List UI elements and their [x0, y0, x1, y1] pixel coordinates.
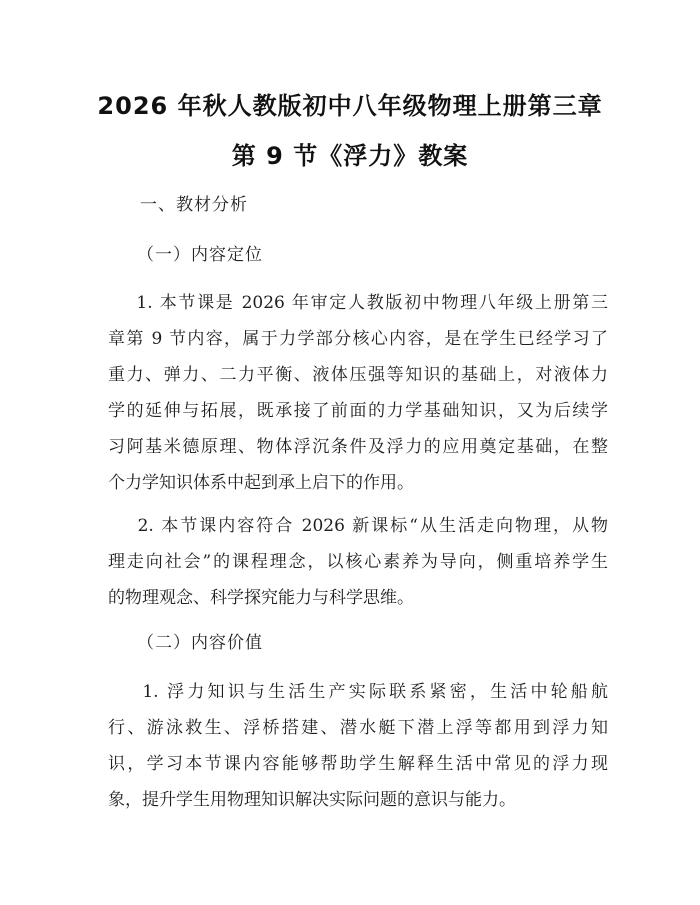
document-title-line-2: 第 9 节《浮力》教案	[231, 142, 469, 170]
paragraph-line: 1. 浮力知识与生活生产实际联系紧密，生活中轮船航	[108, 682, 608, 702]
subsection-heading-content-position: （一）内容定位	[137, 245, 263, 265]
paragraph-line: 2. 本节课内容符合 2026 新课标“从生活走向物理，从物	[108, 516, 608, 536]
paragraph-line: 识，学习本节课内容能够帮助学生解释生活中常见的浮力现	[108, 754, 608, 774]
section-heading-textbook-analysis: 一、教材分析	[140, 195, 248, 215]
paragraph-line: 重力、弹力、二力平衡、液体压强等知识的基础上，对液体力	[108, 365, 608, 385]
paragraph-content-position-2	[108, 508, 608, 616]
paragraph-line: 象，提升学生用物理知识解决实际问题的意识与能力。	[108, 790, 516, 810]
document-title-line-1: 2026 年秋人教版初中八年级物理上册第三章	[97, 92, 603, 120]
paragraph-line: 个力学知识体系中起到承上启下的作用。	[108, 473, 414, 493]
paragraph-line: 学的延伸与拓展，既承接了前面的力学基础知识，又为后续学	[108, 401, 608, 421]
paragraph-content-position-1	[108, 285, 608, 501]
paragraph-content-value-1	[108, 674, 608, 818]
paragraph-line: 行、游泳救生、浮桥搭建、潜水艇下潜上浮等都用到浮力知	[108, 718, 608, 738]
paragraph-line: 1. 本节课是 2026 年审定人教版初中物理八年级上册第三	[108, 293, 608, 313]
paragraph-line: 理走向社会”的课程理念，以核心素养为导向，侧重培养学生	[108, 552, 608, 572]
paragraph-line: 的物理观念、科学探究能力与科学思维。	[108, 588, 414, 608]
paragraph-line: 习阿基米德原理、物体浮沉条件及浮力的应用奠定基础，在整	[108, 437, 608, 457]
paragraph-line: 章第 9 节内容，属于力学部分核心内容，是在学生已经学习了	[108, 329, 608, 349]
subsection-heading-content-value: （二）内容价值	[137, 633, 263, 653]
